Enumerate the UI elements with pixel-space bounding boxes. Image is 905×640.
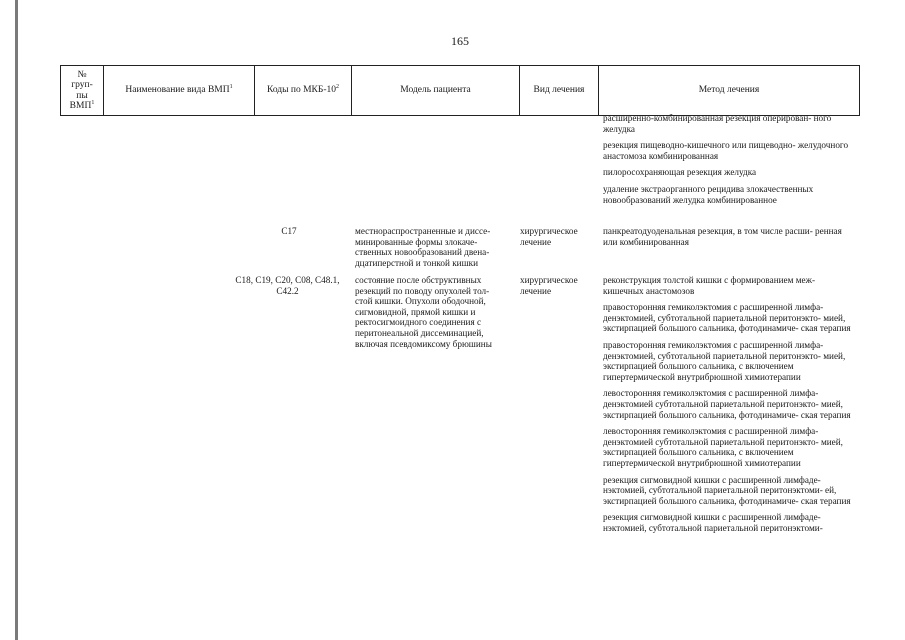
footnote-marker: 2 — [336, 84, 340, 91]
method-item: резекция сигмовидной кишки с расширенной лимфаде- нэктомией, субтотальной париетальной перитонэктоми- ей, экстирпацией большого сальника, фотодинамиче- ская терапия — [603, 474, 851, 506]
method-item: реконструкция толстой кишки с формированием меж- кишечных анастомозов — [603, 275, 816, 296]
page-number: 165 — [451, 34, 469, 48]
method-item: резекция пищеводно-кишечного или пищеводно- желудочного анастомоза комбинированная — [603, 140, 849, 161]
method-item: панкреатодуоденальная резекция, в том числе расши- ренная или комбинированная — [603, 226, 842, 247]
method-list — [603, 113, 855, 211]
patient-model-cell: местнораспространенные и диссе- минированные формы злокаче- ственных новообразований двена- дцатиперстной и тонкой кишки — [355, 226, 491, 268]
footnote-marker: 1 — [229, 84, 233, 91]
header-treatment-method: Метод лечения — [698, 85, 760, 96]
binding-edge-line — [15, 0, 18, 640]
method-list — [603, 275, 855, 539]
header-group-number-line: груп- — [71, 80, 93, 90]
header-group-number — [61, 66, 103, 115]
table-header — [60, 65, 860, 116]
method-item: расширенно-комбинированная резекция оперирован- ного желудка — [603, 113, 832, 134]
method-item: левосторонняя гемиколэктомия с расширенной лимфа- денэктомией субтотальной париетальной перитонэкто- мией, экстирпацией большого сальника, фотодинамиче- ская терапия — [603, 388, 851, 420]
patient-model-cell: состояние после обструктивных резекций по поводу опухолей тол- стой кишки. Опухоли ободочной, сигмовидной, прямой кишки и ректосигмоидного соединения с перитонеальной диссеминацией, включая псевдомиксому брюшины — [355, 275, 492, 349]
method-list — [603, 226, 855, 253]
header-icd-codes — [255, 66, 351, 115]
icd-codes-cell: С17 — [281, 226, 297, 236]
header-icd-codes-label: Коды по МКБ-10 — [266, 85, 337, 96]
footnote-marker: 1 — [91, 99, 95, 106]
treatment-type-cell: хирургическое лечение — [520, 226, 578, 247]
method-item: пилоросохраняющая резекция желудка — [603, 167, 757, 178]
method-item: резекция сигмовидной кишки с расширенной лимфаде- нэктомией, субтотальной париетальной перитонэктоми- — [603, 512, 823, 533]
header-vmp-name — [104, 66, 254, 115]
treatment-type-cell: хирургическое лечение — [520, 275, 578, 296]
method-item: правосторонняя гемиколэктомия с расширенной лимфа- денэктомией, субтотальной париетальной перитонэкто- мией, экстирпацией большого сальника, с включением гипертермической внутрибрюшной химиотерапии — [603, 339, 846, 382]
header-treatment-type: Вид лечения — [533, 85, 585, 96]
header-vmp-name-label: Наименование вида ВМП — [125, 85, 230, 96]
method-item: удаление экстраорганного рецидива злокачественных новообразований желудка комбинированное — [603, 183, 814, 205]
method-item: левосторонняя гемиколэктомия с расширенной лимфа- денэктомией субтотальной париетальной перитонэкто- мией, экстирпацией большого сальника, с включением гипертермической внутрибрюшной химиотерапии — [603, 426, 843, 468]
header-group-number-line: ВМП — [69, 101, 92, 111]
header-patient-model: Модель пациента — [400, 85, 471, 96]
header-group-number-line: пы — [76, 90, 88, 101]
header-group-number-line: № — [77, 69, 87, 80]
icd-codes-cell: С18, С19, С20, С08, С48.1, С42.2 — [235, 275, 340, 296]
method-item: правосторонняя гемиколэктомия с расширенной лимфа- денэктомией, субтотальной париетальной перитонэкто- мией, экстирпацией большого сальника, фотодинамиче- ская терапия — [603, 302, 851, 334]
